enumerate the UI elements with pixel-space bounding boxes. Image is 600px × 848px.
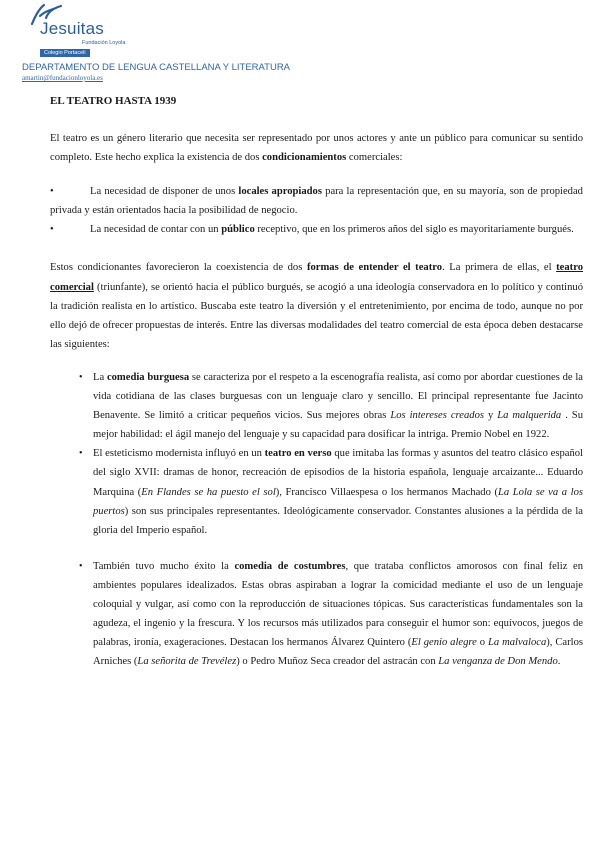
text-run: El esteticismo modernista influyó en un: [93, 448, 265, 460]
list-item: [50, 182, 583, 220]
text-run: comerciales:: [346, 152, 403, 164]
text-run: , que trataba conflictos amorosos con final feliz en ambientes populares idealizados. Estas obras aspiraban a lograr la comicidad mediante el uso de un lenguaje coloquial y vulgar, así como con la reproducción de situaciones tópicas. Sus características fundamentales son la agudeza, el ingenio y la frescura. Y los recursos más utilizados para conseguir el humor son: equívocos, juegos de palabras, ironía, exageraciones. Destacan los hermanos Álvarez Quintero (: [93, 560, 583, 649]
work-title: La malvaloca: [488, 637, 547, 649]
work-title: La señorita de Trevélez: [137, 656, 237, 668]
bold-term: teatro en verso: [264, 448, 332, 460]
text-run: para la representación que, en su mayoría, son de propiedad privada y están orientados hacia la posibilidad de negocio.: [50, 186, 583, 217]
text-run: ) o Pedro Muñoz Seca creador del astracán con: [236, 656, 439, 668]
bullet-icon: •: [79, 560, 83, 572]
logo-text: Jesuitas: [40, 19, 104, 38]
contact-email[interactable]: amartin@fundacionloyola.es: [22, 74, 103, 82]
bullet-icon: •: [79, 371, 83, 383]
list-item: [50, 220, 583, 239]
text-run: La: [93, 371, 107, 383]
conditions-list: [50, 182, 583, 239]
text-run: Estos condicionantes favorecieron la coexistencia de dos: [50, 262, 307, 274]
list-item-comedia-costumbres: [79, 557, 584, 672]
work-title: El genio alegre: [411, 637, 477, 649]
bold-term: formas de entender el teatro: [306, 262, 443, 274]
text-run: . La primera de ellas, el: [442, 262, 557, 274]
work-title: La venganza de Don Mendo: [438, 656, 558, 668]
text-run: o: [476, 637, 488, 649]
text-run: ) son sus principales representantes. Ideológicamente conservador. Constantes alusiones a la pérdida de la gloria del Imperio español.: [93, 505, 583, 536]
text-run: La necesidad de contar con un: [90, 224, 222, 236]
document-body: [50, 93, 583, 671]
bold-term: público: [221, 224, 255, 236]
list-item-teatro-en-verso: [79, 444, 584, 539]
text-run: . Su mejor habilidad: el ágil manejo del lenguaje y su capacidad para dosificar la intriga. Premio Nobel en 1922.: [93, 410, 583, 441]
work-title: La Lola se va a los puertos: [93, 486, 583, 517]
text-run: ), Carlos Arniches (: [93, 637, 584, 668]
work-title: Los intereses creados: [390, 410, 484, 422]
text-run: receptivo, que en los primeros años del siglo es mayoritariamente burgués.: [254, 224, 574, 236]
department-title: DEPARTAMENTO DE LENGUA CASTELLANA Y LITERATURA: [22, 62, 291, 73]
text-run: El teatro es un género literario que necesita ser representado por unos actores y ante un público para comunicar su sentido completo. Este hecho explica la existencia de dos: [50, 133, 583, 164]
intro-paragraph: [50, 129, 583, 167]
foundation-name: Fundación Loyola: [82, 40, 126, 46]
text-run: También tuvo mucho éxito la: [93, 560, 235, 572]
bold-term: condicionamientos: [262, 152, 347, 164]
text-run: se caracteriza por el respeto a la escenografía realista, así como por abordar cuestiones de la vida cotidiana de las clases burguesas con un lenguaje claro y sencillo. El principal representante fue Jacinto Benavente. Se limitó a criticar pequeños vicios. Sus mejores obras: [93, 371, 583, 422]
theatre-forms-paragraph: [50, 258, 583, 353]
bullet-icon: •: [50, 186, 54, 198]
list-item-comedia-burguesa: [79, 368, 583, 444]
text-run: ), Francisco Villaespesa o los hermanos Machado (: [275, 486, 498, 498]
bold-term: comedia de costumbres: [234, 560, 346, 572]
bullet-icon: •: [79, 448, 83, 460]
work-title: La malquerida: [497, 410, 562, 422]
school-name: Colegio Portaceli: [44, 49, 86, 56]
text-run: La necesidad de disponer de unos: [90, 186, 239, 198]
text-run: y: [484, 410, 498, 422]
text-run: que imitaba las formas y asuntos del teatro clásico español del siglo XVII: dramas de honor, recreación de episodios de la historia española, lenguaje arcaizante... Eduardo Marquina (: [93, 448, 584, 498]
page-title: EL TEATRO HASTA 1939: [50, 95, 177, 107]
bold-term: comedia burguesa: [106, 371, 190, 383]
bullet-icon: •: [50, 224, 54, 236]
document-header: [22, 2, 582, 84]
text-run: (triunfante), se orientó hacia el público burgués, se acogió a una ideología conservadora en lo político y continuó la tradición realista en lo artístico. Buscaba este teatro la diversión y el entretenimiento, por encima de todo, aunque no por ello dejó de ofrecer propuestas de interés. Entre las diversas modalidades del teatro comercial de esta época deben destacarse las siguientes:: [50, 281, 583, 350]
work-title: En Flandes se ha puesto el sol: [141, 486, 276, 498]
bold-term: locales apropiados: [238, 186, 322, 198]
theatre-types-list: [50, 368, 583, 671]
underlined-term: teatro comercial: [50, 262, 584, 293]
text-run: .: [557, 656, 561, 668]
